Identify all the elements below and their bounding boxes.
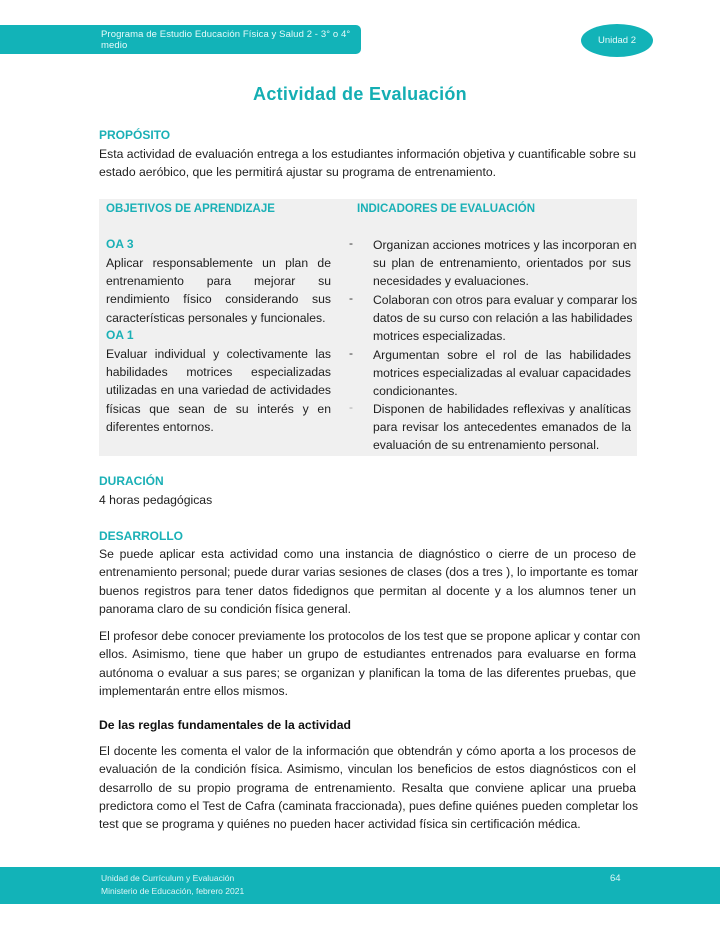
text-line: Argumentan sobre el rol de las habilidades (373, 348, 631, 362)
indicator-text (373, 291, 638, 346)
text-line: físicas que sean de su interés y en (106, 401, 331, 416)
objectives-column-header: OBJETIVOS DE APRENDIZAJE (106, 203, 275, 215)
text-line: Evaluar individual y colectivamente las (106, 347, 331, 361)
text-line: ellos. Asimismo, tiene que haber un grupo de estudiantes entrenados para evaluarse en forma (99, 647, 636, 662)
text-line: motrices especializadas al evaluar capacidades (373, 366, 631, 381)
text-line: para revisar los antecedentes emanados de la (373, 420, 631, 435)
indicators-column-header: INDICADORES DE EVALUACIÓN (357, 203, 536, 215)
text-line: su plan de entrenamiento, orientados por sus (373, 256, 631, 271)
text-line: buenos registros para tener datos fidedignos que permitan al docente y a los alumnos tener un (99, 583, 636, 598)
reglas-heading: De las reglas fundamentales de la actividad (99, 718, 351, 732)
objective-text (106, 345, 331, 436)
text-line: Colaboran con otros para evaluar y comparar los (373, 293, 638, 307)
text-line: diferentes entornos. (106, 419, 214, 434)
program-header-bar (0, 25, 361, 54)
text-line: evaluación de su entrenamiento personal. (373, 438, 600, 453)
bullet-dash: - (349, 346, 353, 360)
text-line: condicionantes. (373, 384, 458, 399)
text-line: rendimiento físico considerando sus (106, 292, 331, 307)
page-number: 64 (610, 873, 621, 884)
desarrollo-paragraph-1 (99, 545, 639, 618)
desarrollo-paragraph-2 (99, 627, 641, 700)
text-line: autónoma o evaluar a sus pares; se organizan y planifican la toma de las diferentes pruebas, que (99, 665, 636, 680)
text-line: entrenamiento para mejorar su (106, 274, 331, 289)
program-title: Programa de Estudio Educación Física y Salud 2 - 3° o 4° medio (101, 28, 351, 51)
duracion-text (99, 491, 636, 509)
oa-label: OA 3 (106, 237, 134, 251)
footer-bar (0, 867, 720, 904)
text-line: El docente les comenta el valor de la información que obtendrán y cómo aporta a los procesos de (99, 744, 636, 758)
text-line: estado aeróbico, que les permitirá ajustar su programa de entrenamiento. (99, 165, 496, 180)
text-line: El profesor debe conocer previamente los protocolos de los test que se propone aplicar y contar con (99, 629, 641, 643)
footer-ministry-date: Ministerio de Educación, febrero 2021 (101, 886, 245, 896)
text-line: utilizadas en una variedad de actividades (106, 383, 331, 398)
text-line: desarrollo de su propio programa de entrenamiento. Resalta que conviene aplicar una prueba (99, 780, 636, 795)
text-line: Disponen de habilidades reflexivas y analíticas (373, 402, 631, 416)
text-line: entrenamiento personal; puede durar varias sesiones de clases (dos a tres ), lo importante es tomar (99, 565, 639, 580)
indicator-text (373, 346, 631, 401)
text-line: Aplicar responsablemente un plan de (106, 256, 331, 270)
duracion-label: DURACIÓN (99, 474, 164, 488)
page-title: Actividad de Evaluación (253, 84, 467, 104)
reglas-paragraph (99, 742, 639, 833)
objectives-indicators-table (99, 199, 637, 456)
unit-badge-label: Unidad 2 (597, 35, 637, 46)
text-line: habilidades motrices especializadas (106, 365, 331, 380)
text-line: motrices especializadas. (373, 329, 506, 344)
objective-text (106, 254, 331, 327)
text-line: Se puede aplicar esta actividad como una instancia de diagnóstico o cierre de un proceso de (99, 547, 636, 561)
text-line: predictora como el Test de Cafra (caminata fraccionada), pues define quiénes pueden completar los (99, 798, 639, 813)
indicator-text (373, 236, 637, 291)
proposito-label: PROPÓSITO (99, 128, 171, 142)
text-line: datos de su curso con relación a las habilidades (373, 311, 633, 326)
text-line: panorama claro de su condición física general. (99, 601, 352, 616)
text-line: Esta actividad de evaluación entrega a los estudiantes información objetiva y cuantificable sobre su (99, 147, 636, 161)
proposito-text (99, 145, 636, 182)
text-line: 4 horas pedagógicas (99, 493, 213, 507)
text-line: Organizan acciones motrices y las incorporan en (373, 238, 637, 252)
text-line: evaluación de la condición física. Asimismo, vinculan los beneficios de estos diagnósticos con el (99, 762, 636, 777)
unit-badge (581, 24, 653, 57)
oa-label: OA 1 (106, 328, 134, 342)
text-line: necesidades y evaluaciones. (373, 274, 529, 289)
text-line: características personales y funcionales. (106, 310, 326, 325)
bullet-dash: - (349, 400, 353, 414)
text-line: test que se programa y quiénes no pueden hacer actividad física sin certificación médica. (99, 817, 581, 832)
indicator-text (373, 400, 631, 455)
desarrollo-label: DESARROLLO (99, 529, 183, 543)
text-line: implementarán entre ellos mismos. (99, 683, 288, 698)
bullet-dash: - (349, 236, 353, 250)
footer-department: Unidad de Currículum y Evaluación (101, 873, 235, 883)
bullet-dash: - (349, 291, 353, 305)
